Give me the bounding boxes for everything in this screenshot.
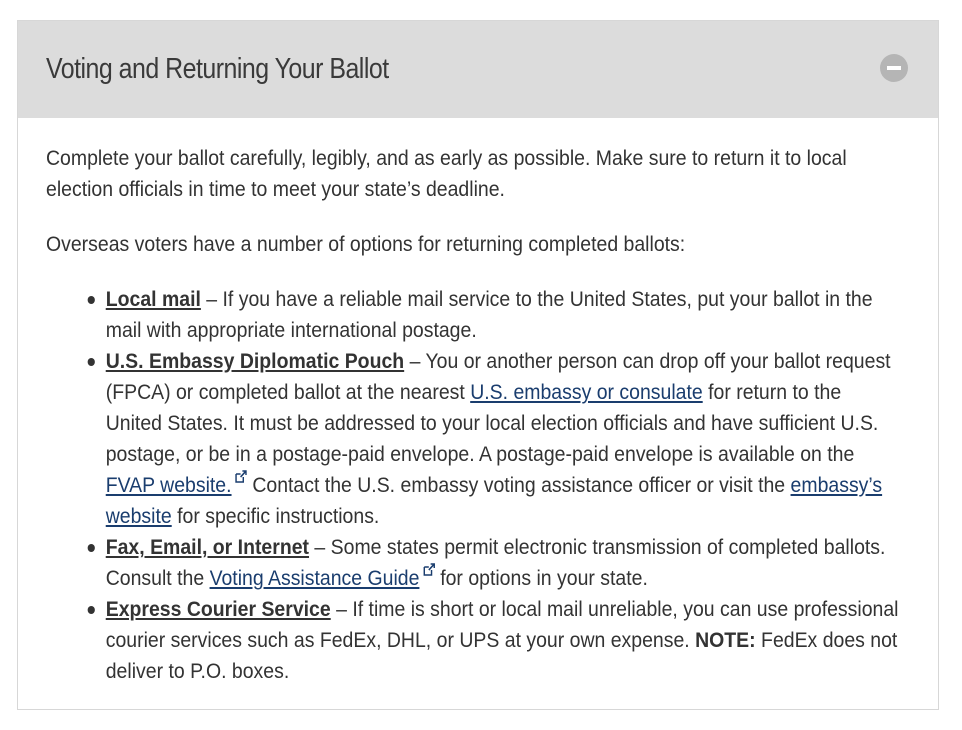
option-text: – If you have a reliable mail service to the United States, put your ballot in the mail with appropriate international postage. [105,287,873,342]
intro-paragraph: Complete your ballot carefully, legibly, and as early as possible. Make sure to return it to local election officials in time to meet your state’s deadline. [46,146,847,201]
option-text: for options in your state. [434,566,648,591]
accordion-title[interactable]: Voting and Returning Your Ballot [46,53,389,85]
return-options-list [46,284,899,687]
option-text: – You or another person can drop off your ballot request (FPCA) or completed ballot at the nearest [105,349,891,404]
note-label: NOTE: [695,628,756,653]
option-text: for specific instructions. [171,504,380,529]
option-term-express-courier: Express Courier Service [105,597,331,622]
list-item [106,594,899,687]
minus-circle-icon[interactable] [880,54,908,82]
option-term-diplomatic-pouch: U.S. Embassy Diplomatic Pouch [105,349,405,373]
list-item [106,532,899,594]
voting-assistance-guide-link[interactable]: Voting Assistance Guide [209,566,420,591]
embassy-website-link[interactable]: embassy’s website [105,473,883,529]
external-link-icon[interactable] [234,470,247,484]
options-intro-paragraph: Overseas voters have a number of options for returning completed ballots: [46,232,686,256]
option-term-local-mail: Local mail [105,287,201,311]
option-text: – Some states permit electronic transmission of completed ballots. Consult the [105,535,886,591]
embassy-consulate-link[interactable]: U.S. embassy or consulate [470,380,703,404]
option-text: FedEx does not deliver to P.O. boxes. [105,628,898,684]
option-text: Contact the U.S. embassy voting assistance officer or visit the [246,473,791,498]
accordion-panel [17,20,939,710]
option-text: – If time is short or local mail unreliable, you can use professional courier services such as FedEx, DHL, or UPS at your own expense. [105,597,899,653]
list-item [106,284,899,346]
accordion-body [18,118,938,687]
accordion-header[interactable] [18,21,938,118]
list-item [106,346,899,532]
fvap-website-link[interactable]: FVAP website. [105,473,232,498]
option-text: for return to the United States. It must be addressed to your local election officials and have sufficient U.S. postage, or be in a postage-paid envelope. A postage-paid envelope is available on the [105,380,879,466]
external-link-icon[interactable] [422,563,435,577]
option-term-fax-email-internet: Fax, Email, or Internet [105,535,310,560]
